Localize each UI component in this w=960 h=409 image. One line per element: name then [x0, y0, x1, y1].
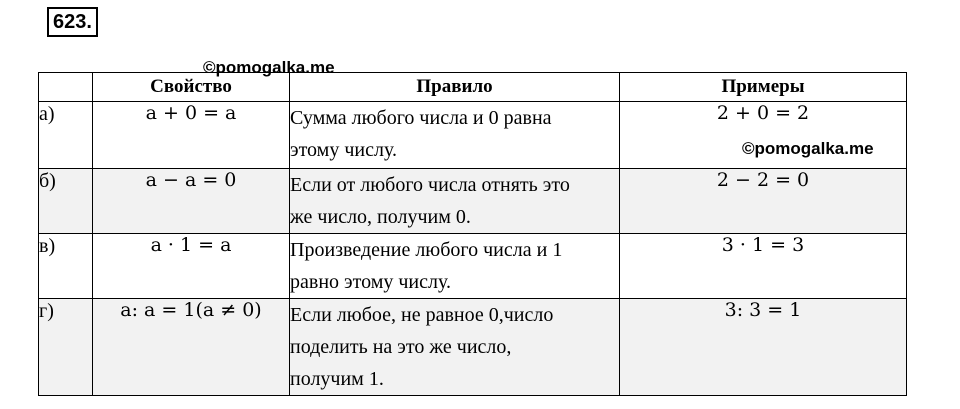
row-rule: [290, 234, 620, 299]
header-letter: [39, 73, 93, 102]
properties-table: [38, 72, 907, 396]
rule-line: Если от любого числа отнять это: [290, 174, 570, 196]
row-rule: [290, 102, 620, 169]
row-letter: б): [39, 169, 93, 234]
row-example: 2 − 2 = 0: [620, 169, 907, 234]
rule-line: Произведение любого числа и 1: [290, 239, 563, 261]
row-letter: а): [39, 102, 93, 169]
rule-line: же число, получим 0.: [290, 206, 471, 228]
row-property: a: a = 1(a ≠ 0): [93, 299, 290, 396]
rule-line: получим 1.: [290, 368, 384, 390]
rule-line: равно этому числу.: [290, 271, 451, 293]
row-example: 3 · 1 = 3: [620, 234, 907, 299]
rule-line: поделить на это же число,: [290, 336, 512, 358]
table-row: [39, 234, 907, 299]
row-example: 2 + 0 = 2: [620, 102, 907, 169]
table-header-row: [39, 73, 907, 102]
table-row: [39, 169, 907, 234]
table-row: [39, 102, 907, 169]
header-examples: Примеры: [620, 73, 907, 102]
row-property: a · 1 = a: [93, 234, 290, 299]
rule-line: Сумма любого числа и 0 равна: [290, 107, 552, 129]
watermark: ©pomogalka.me: [742, 139, 874, 158]
row-example: 3: 3 = 1: [620, 299, 907, 396]
task-number: 623.: [47, 7, 98, 37]
rule-line: Если любое, не равное 0,число: [290, 304, 554, 326]
rule-line: этому числу.: [290, 139, 397, 161]
row-property: a + 0 = a: [93, 102, 290, 169]
row-property: a − a = 0: [93, 169, 290, 234]
row-rule: [290, 299, 620, 396]
watermark: ©pomogalka.me: [203, 58, 335, 77]
header-property: Свойство: [93, 73, 290, 102]
row-rule: [290, 169, 620, 234]
row-letter: г): [39, 299, 93, 396]
header-rule: Правило: [290, 73, 620, 102]
row-letter: в): [39, 234, 93, 299]
table-row: [39, 299, 907, 396]
